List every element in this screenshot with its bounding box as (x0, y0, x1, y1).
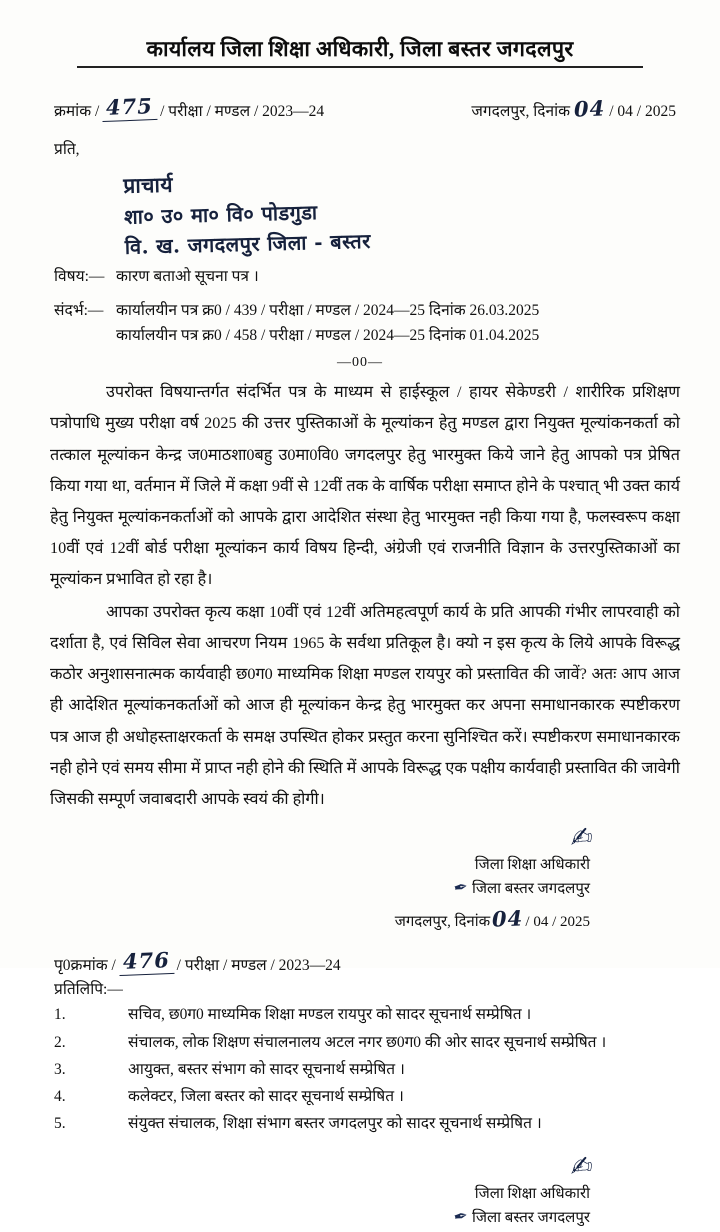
list-item-text: सचिव, छ0ग0 माध्यमिक शिक्षा मण्डल रायपुर को सादर सूचनार्थ सम्प्रेषित । (128, 1006, 532, 1024)
body-paragraph-2: आपका उपरोक्त कृत्य कक्षा 10वीं एवं 12वीं अतिमहत्वपूर्ण कार्य के प्रति आपकी गंभीर लापरवाही को दर्शाता है, एवं सिविल सेवा आचरण नियम 1965 के सर्वथा प्रतिकूल है। क्यो न इस कृत्य के लिये आपके विरूद्ध कठोर अनुशासनात्मक कार्यवाही छ0ग0 माध्यमिक शिक्षा मण्डल रायपुर को प्रस्तावित की जावें? अतः आप आज ही आदेशित मूल्यांकनकर्ताओं को आज ही मूल्यांकन केन्द्र हेतु भारमुक्त कर अपना समाधानकारक स्पष्टीकरण पत्र आज ही अधोहस्ताक्षरकर्ता के समक्ष उपस्थित होकर प्रस्तुत करना सुनिश्चित करें। स्पष्टीकरण समाधानकारक नही होने एवं समय सीमा में प्राप्त नही होने की स्थिति में आपके विरूद्ध एक पक्षीय कार्यवाही प्रस्तावित की जावेगी जिसकी सम्पूर्ण जवाबदारी आपके स्वयं की होगी। (50, 603, 680, 808)
reference-row (34, 94, 686, 121)
date-group (471, 96, 686, 121)
endorsement-kramank-row (34, 948, 686, 975)
body-paragraph-1: उपरोक्त विषयान्तर्गत संदर्भित पत्र के माध्यम से हाईस्कूल / हायर सेकेण्डरी / शारीरिक प्रशिक्षण पत्रोपाधि मुख्य परीक्षा वर्ष 2025 की उत्तर पुस्तिकाओं के मूल्यांकन हेतु मण्डल द्वारा नियुक्त मूल्यांकनकर्ता को तत्काल मूल्यांकन केन्द्र ज0माठशा0बहु उ0मा0वि0 जगदलपुर हेतु भारमुक्त किये जाने हेतु आपको पत्र प्रेषित किया गया था, वर्तमान में जिले में कक्षा 9वीं से 12वीं तक के वार्षिक परीक्षा समाप्त होने के पश्चात् भी उक्त कार्य हेतु नियुक्त मूल्यांकनकर्ताओं को आपके द्वारा आदेशित संस्था हेतु भारमुक्त नही किया गया है, फलस्वरूप कक्षा 10वीं एवं 12वीं बोर्ड परीक्षा मूल्यांकन कार्य विषय हिन्दी, अंग्रेजी एवं राजनीति विज्ञान के उत्तरपुस्तिकाओं का मूल्यांकन प्रभावित हो रहा है। (50, 383, 680, 588)
kramank-rest: / परीक्षा / मण्डल / 2023—24 (160, 102, 325, 120)
endorsement-kramank-label: पृ0क्रमांक / (54, 957, 116, 975)
signature-date-rest: / 04 / 2025 (525, 913, 590, 930)
list-item-text: कलेक्टर, जिला बस्तर को सादर सूचनार्थ सम्प्रेषित । (128, 1088, 404, 1106)
signatory-office-line (34, 876, 590, 902)
addressee-line-3: वि. ख. जगदलपुर जिला - बस्तर (124, 228, 371, 259)
list-item-number: 2. (54, 1033, 66, 1051)
signature-block-2 (34, 1148, 686, 1231)
prati-label: प्रति, (54, 140, 80, 158)
list-item (34, 1001, 686, 1028)
endorsement-kramank-rest: / परीक्षा / मण्डल / 2023—24 (176, 957, 341, 975)
signature-scribble-icon: ✍ (570, 1150, 592, 1183)
list-item-number: 1. (54, 1006, 66, 1024)
kramank-label: क्रमांक / (54, 102, 100, 120)
reference-label: संदर्भ:— (54, 302, 104, 320)
page-title: कार्यालय जिला शिक्षा अधिकारी, जिला बस्तर जगदलपुर (146, 37, 574, 61)
signatory-designation: जिला शिक्षा अधिकारी (474, 1185, 590, 1202)
stamp-icon: ✒ (451, 1205, 470, 1229)
list-item-number: 3. (54, 1060, 66, 1078)
signature-date-handwritten: 04 (491, 905, 524, 932)
copy-label: प्रतिलिपि:— (54, 981, 123, 999)
signatory-office: जिला बस्तर जगदलपुर (471, 881, 590, 898)
signature-block-1 (34, 819, 686, 935)
reference-line-2: कार्यालयीन पत्र क्र0 / 458 / परीक्षा / मण्डल / 2024—25 दिनांक 01.04.2025 (116, 327, 540, 345)
endorsement-kramank-value: 476 (118, 947, 174, 976)
signature-date-line (34, 903, 590, 935)
list-item-number: 5. (54, 1115, 66, 1133)
list-item (34, 1083, 686, 1110)
signatory-office: जिला बस्तर जगदलपुर (471, 1210, 590, 1227)
list-item-text: संयुक्त संचालक, शिक्षा संभाग बस्तर जगदलपुर को सादर सूचनार्थ सम्प्रेषित । (128, 1115, 542, 1133)
signature-scribble-icon: ✍ (570, 821, 592, 855)
list-item-text: आयुक्त, बस्तर संभाग को सादर सूचनार्थ सम्प्रेषित । (128, 1060, 405, 1078)
body-text (34, 377, 686, 815)
kramank-value: 475 (102, 93, 158, 122)
reference-values (116, 299, 686, 349)
addressee-block (123, 156, 687, 262)
subject-value: कारण बताओ सूचना पत्र । (116, 268, 259, 286)
copy-list (34, 1001, 686, 1137)
date-place: जगदलपुर, दिनांक (471, 102, 571, 120)
reference-line-1: कार्यालयीन पत्र क्र0 / 439 / परीक्षा / मण्डल / 2024—25 दिनांक 26.03.2025 (116, 302, 540, 320)
signatory-office-line (34, 1205, 590, 1231)
date-rest: / 04 / 2025 (609, 102, 676, 120)
list-item (34, 1056, 686, 1083)
title-underline (77, 66, 643, 68)
reference-block (34, 299, 686, 349)
list-item-text: संचालक, लोक शिक्षण संचालनालय अटल नगर छ0ग0 की ओर सादर सूचनार्थ सम्प्रेषित । (128, 1033, 607, 1051)
kramank-group (34, 94, 324, 121)
subject-row (34, 265, 686, 289)
list-item-number: 4. (54, 1088, 66, 1106)
list-item (34, 1029, 686, 1056)
signatory-designation: जिला शिक्षा अधिकारी (474, 856, 590, 873)
date-day-handwritten: 04 (573, 95, 606, 122)
addressee-line-2: शा० उ० मा० वि० पोडगुडा (123, 199, 318, 229)
signature-place: जगदलपुर, दिनांक (394, 913, 491, 930)
subject-label: विषय:— (54, 268, 105, 286)
section-separator: —00— (337, 355, 383, 371)
addressee-line-1: प्राचार्य (123, 171, 174, 198)
stamp-icon: ✒ (451, 877, 470, 900)
list-item (34, 1110, 686, 1137)
